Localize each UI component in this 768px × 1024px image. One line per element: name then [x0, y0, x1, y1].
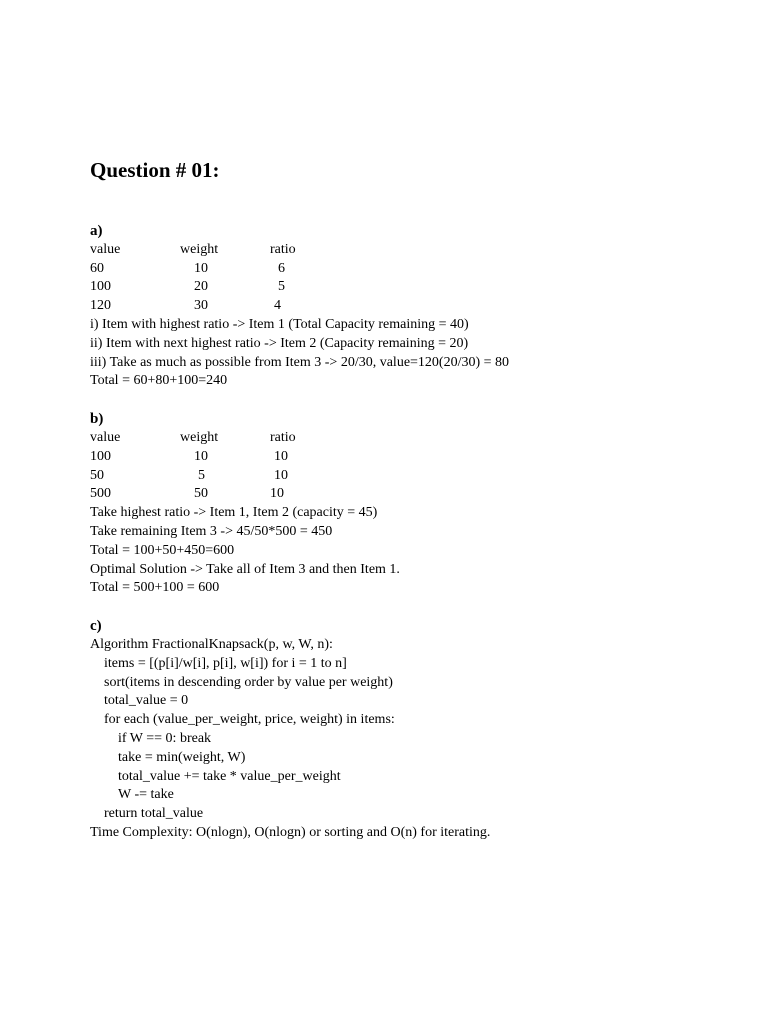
code-line: W -= take [118, 787, 174, 803]
header-ratio: ratio [270, 241, 296, 257]
header-ratio: ratio [270, 429, 296, 445]
part-b-total: Total = 500+100 = 600 [90, 580, 220, 596]
part-b-section [90, 410, 730, 598]
code-line: if W == 0: break [118, 730, 212, 746]
header-value: value [90, 241, 121, 257]
cell-value: 60 [90, 260, 104, 276]
table-row [90, 467, 730, 486]
code-line: take = min(weight, W) [118, 749, 246, 765]
code-line: total_value += take * value_per_weight [118, 768, 341, 784]
algorithm-signature: Algorithm FractionalKnapsack(p, w, W, n): [90, 636, 333, 652]
part-b-heading: b) [90, 411, 104, 428]
part-b-line: Optimal Solution -> Take all of Item 3 and then Item 1. [90, 561, 400, 577]
code-line: for each (value_per_weight, price, weight) in items: [104, 712, 395, 728]
table-row [90, 448, 730, 467]
header-weight: weight [180, 429, 219, 445]
part-a-heading: a) [90, 223, 103, 239]
table-row [90, 485, 730, 504]
part-a-total: Total = 60+80+100=240 [90, 373, 228, 389]
cell-value: 100 [90, 448, 111, 464]
part-b-total: Total = 100+50+450=600 [90, 542, 235, 558]
cell-ratio: 10 [274, 467, 288, 483]
part-a-line: iii) Take as much as possible from Item 3 -> 20/30, value=120(20/30) = 80 [90, 354, 510, 370]
part-b-line: Take highest ratio -> Item 1, Item 2 (capacity = 45) [90, 505, 378, 521]
table-row [90, 260, 730, 279]
part-a-line: i) Item with highest ratio -> Item 1 (Total Capacity remaining = 40) [90, 316, 469, 332]
part-c-section [90, 617, 730, 843]
cell-weight: 5 [198, 467, 205, 483]
cell-value: 120 [90, 298, 111, 314]
part-b-line: Take remaining Item 3 -> 45/50*500 = 450 [90, 523, 333, 539]
cell-weight: 20 [194, 279, 208, 295]
part-a-section [90, 222, 730, 391]
code-line: sort(items in descending order by value per weight) [104, 674, 393, 690]
header-weight: weight [180, 241, 219, 257]
part-a-table-header [90, 241, 730, 260]
cell-ratio: 4 [274, 298, 281, 314]
cell-weight: 10 [194, 448, 208, 464]
part-a-line: ii) Item with next highest ratio -> Item 2 (Capacity remaining = 20) [90, 335, 469, 351]
cell-value: 500 [90, 486, 111, 502]
part-b-table-header [90, 429, 730, 448]
cell-ratio: 6 [278, 260, 285, 276]
document-page [90, 155, 730, 843]
header-value: value [90, 429, 121, 445]
cell-value: 100 [90, 279, 111, 295]
table-row [90, 278, 730, 297]
code-line: items = [(p[i]/w[i], p[i], w[i]) for i = 1 to n] [104, 655, 347, 671]
cell-weight: 30 [194, 298, 208, 314]
table-row [90, 297, 730, 316]
cell-ratio: 5 [278, 279, 285, 295]
cell-ratio: 10 [274, 448, 288, 464]
cell-weight: 50 [194, 486, 208, 502]
time-complexity: Time Complexity: O(nlogn), O(nlogn) or sorting and O(n) for iterating. [90, 824, 491, 840]
code-line: total_value = 0 [104, 693, 189, 709]
cell-ratio: 10 [270, 486, 284, 502]
question-title: Question # 01: [90, 158, 220, 182]
cell-value: 50 [90, 467, 104, 483]
code-line: return total_value [104, 806, 204, 822]
part-c-heading: c) [90, 618, 102, 635]
cell-weight: 10 [194, 260, 208, 276]
